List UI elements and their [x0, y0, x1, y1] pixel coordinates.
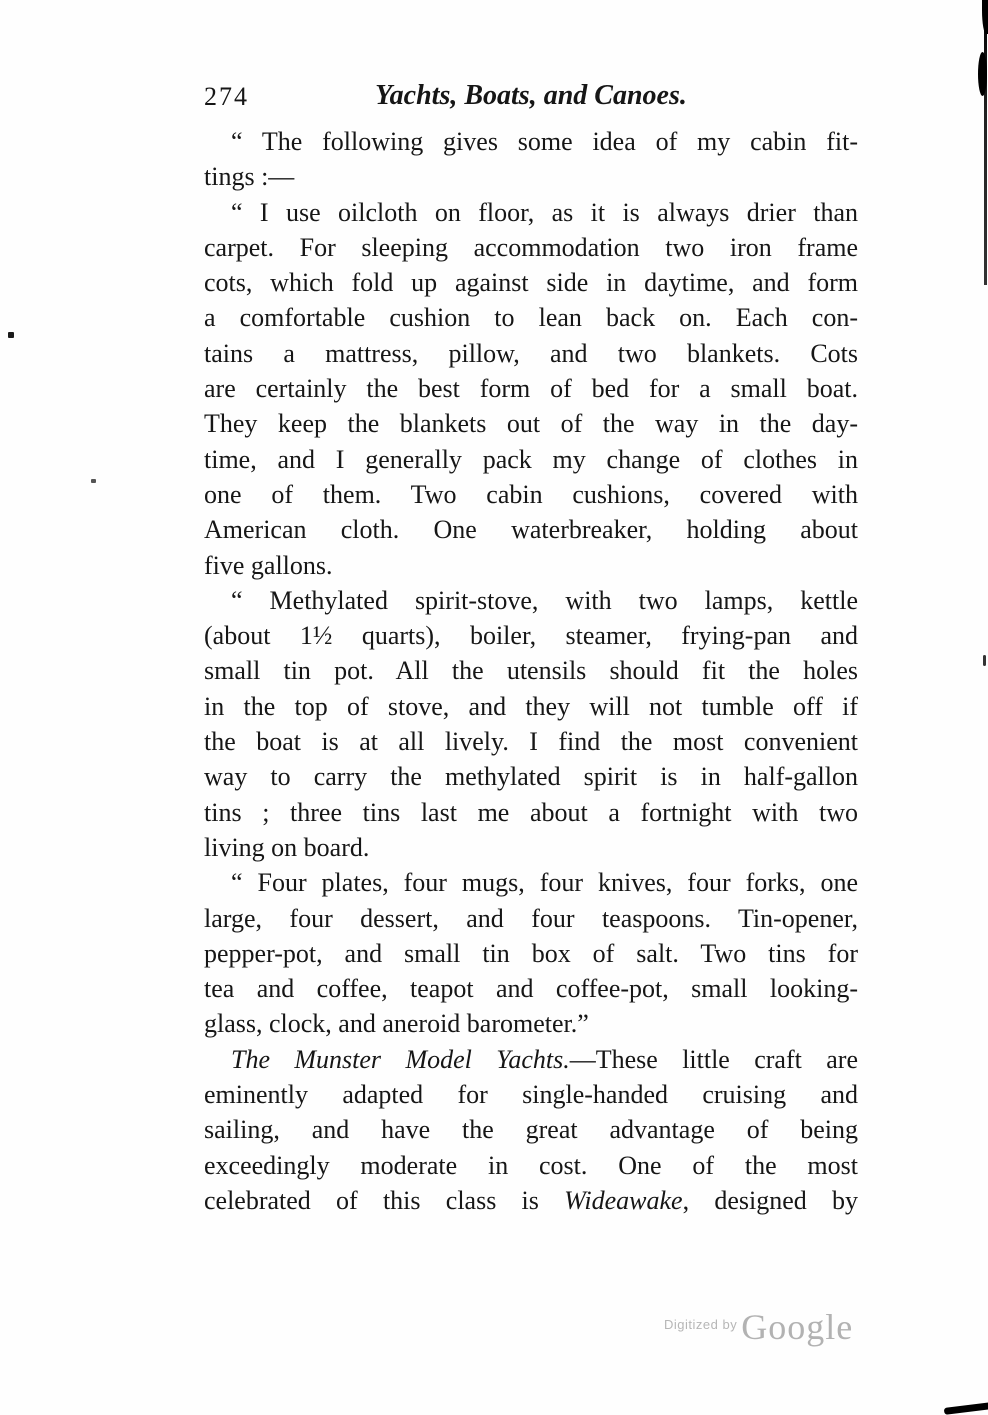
scan-speck-left-upper [8, 332, 14, 338]
text-line [204, 1112, 858, 1147]
text-segment: in the top of stove, and they will not tumble off if [204, 691, 858, 721]
text-line [204, 265, 858, 300]
paragraph [204, 124, 858, 195]
text-segment: a comfortable cushion to lean back on. Each con- [204, 303, 858, 333]
text-segment: small tin pot. All the utensils should fit the holes [204, 656, 858, 686]
paragraph [204, 195, 858, 583]
italic-text: Wideawake [564, 1185, 683, 1215]
text-segment: exceedingly moderate in cost. One of the most [204, 1150, 858, 1180]
text-segment: They keep the blankets out of the way in the day- [204, 409, 858, 439]
text-line [204, 689, 858, 724]
google-logo: Google [741, 1307, 854, 1347]
italic-text: The Munster Model Yachts. [231, 1044, 570, 1074]
text-line [204, 1183, 858, 1218]
running-title: Yachts, Boats, and Canoes. [375, 80, 687, 111]
scan-edge-corner-mark [982, 0, 988, 34]
text-line [204, 724, 858, 759]
text-segment: American cloth. One waterbreaker, holding about [204, 515, 858, 545]
text-line [204, 159, 858, 194]
text-segment: celebrated of this class is [204, 1185, 565, 1215]
text-segment: way to carry the methylated spirit is in half-gallon [204, 762, 858, 792]
text-segment: cots, which fold up against side in daytime, and form [204, 268, 858, 298]
text-segment: sailing, and have the great advantage of being [204, 1115, 858, 1145]
paragraph [204, 865, 858, 1041]
text-line [204, 1148, 858, 1183]
text-segment: are certainly the best form of bed for a small boat. [204, 374, 858, 404]
text-segment: , designed by [682, 1185, 858, 1215]
text-line [204, 477, 858, 512]
text-segment: eminently adapted for single-handed cruising and [204, 1080, 858, 1110]
text-segment: carpet. For sleeping accommodation two iron frame [204, 232, 858, 262]
text-segment: —These little craft are [569, 1044, 858, 1074]
text-line [204, 1006, 858, 1041]
text-segment: “ I use oilcloth on floor, as it is always drier than [231, 197, 858, 227]
text-line [204, 1077, 858, 1112]
text-segment: large, four dessert, and four teaspoons. Tin-opener, [204, 903, 858, 933]
text-line [204, 653, 858, 688]
text-segment: (about 1½ quarts), boiler, steamer, frying-pan and [204, 621, 858, 651]
text-line [204, 195, 858, 230]
page-number: 274 [204, 82, 249, 111]
text-line [204, 830, 858, 865]
text-line [204, 618, 858, 653]
text-line [204, 512, 858, 547]
text-line [204, 759, 858, 794]
text-line [204, 124, 858, 159]
text-line [204, 971, 858, 1006]
paragraph [204, 583, 858, 865]
scan-edge-blob [978, 52, 987, 96]
scan-edge-line [984, 0, 987, 285]
text-line [204, 336, 858, 371]
paragraph [204, 1042, 858, 1218]
text-segment: glass, clock, and aneroid barometer.” [204, 1009, 589, 1039]
text-line [204, 936, 858, 971]
text-line [204, 865, 858, 900]
text-segment: tea and coffee, teapot and coffee-pot, small looking- [204, 974, 858, 1004]
text-segment: tins ; three tins last me about a fortnight with two [204, 797, 858, 827]
text-segment: one of them. Two cabin cushions, covered with [204, 479, 858, 509]
text-line [204, 901, 858, 936]
text-line [204, 1042, 858, 1077]
digitization-watermark [664, 1306, 853, 1348]
text-segment: tings :— [204, 162, 295, 192]
text-segment: pepper-pot, and small tin box of salt. Two tins for [204, 938, 858, 968]
watermark-prefix: Digitized by [664, 1317, 738, 1332]
text-line [204, 406, 858, 441]
text-line [204, 230, 858, 265]
page-header [204, 80, 858, 116]
text-segment: the boat is at all lively. I find the most convenient [204, 727, 858, 757]
text-line [204, 548, 858, 583]
text-line [204, 795, 858, 830]
scan-edge-speck [983, 655, 986, 666]
text-segment: living on board. [204, 832, 370, 862]
page-body [204, 124, 858, 1218]
text-line [204, 371, 858, 406]
scan-speck-left-lower [91, 479, 96, 483]
text-segment: “ The following gives some idea of my cabin fit- [231, 127, 858, 156]
text-line [204, 442, 858, 477]
text-line [204, 300, 858, 335]
text-segment: “ Four plates, four mugs, four knives, four forks, one [231, 868, 858, 898]
text-line [204, 583, 858, 618]
text-segment: time, and I generally pack my change of clothes in [204, 444, 858, 474]
text-segment: five gallons. [204, 550, 333, 580]
text-segment: tains a mattress, pillow, and two blankets. Cots [204, 338, 858, 368]
text-segment: “ Methylated spirit-stove, with two lamps, kettle [231, 585, 858, 615]
